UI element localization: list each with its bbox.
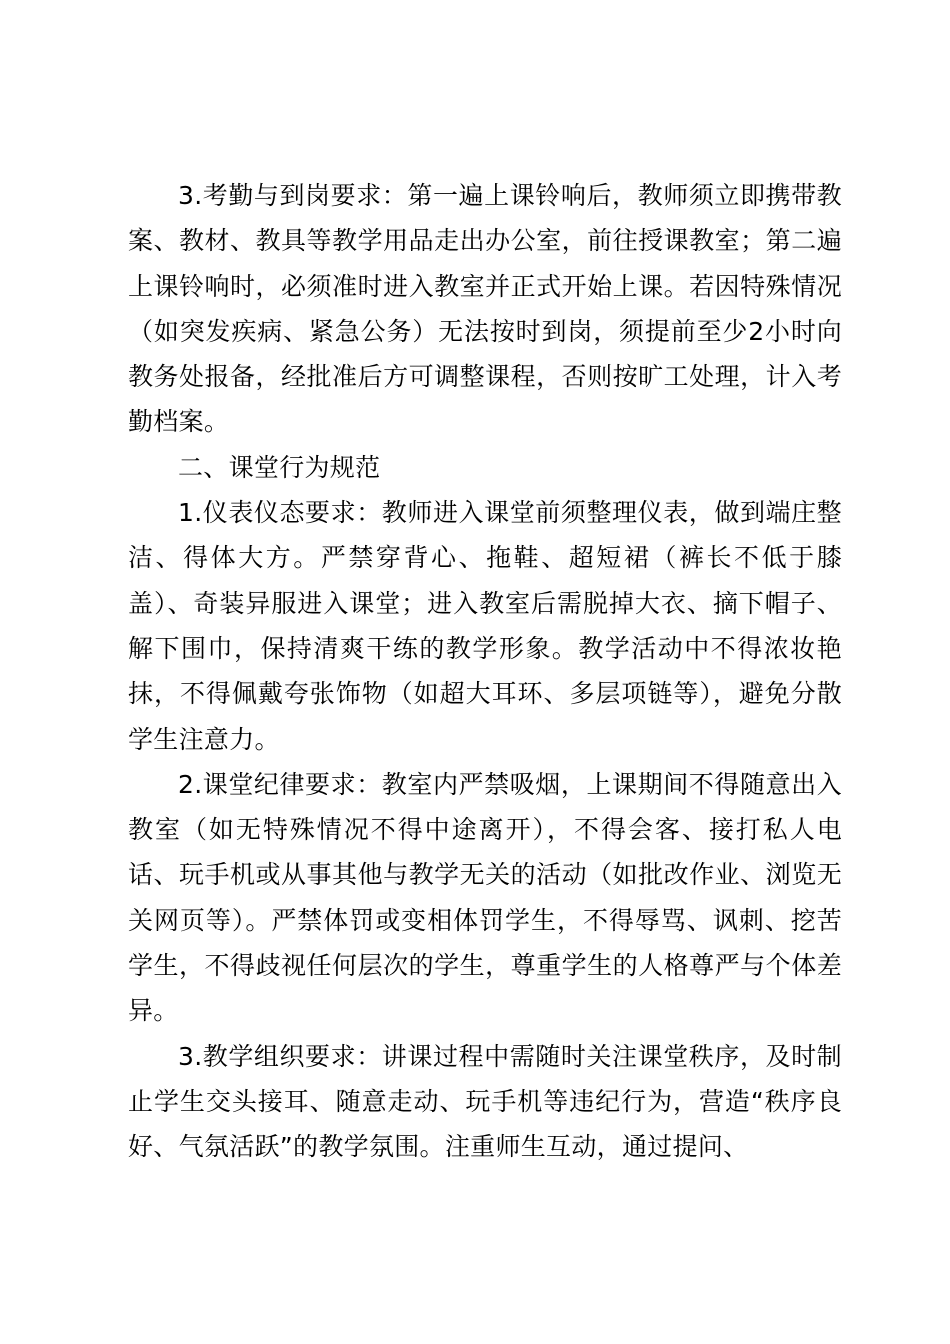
document-body [128, 173, 842, 1170]
paragraph-discipline-requirements: 2.课堂纪律要求：教室内严禁吸烟，上课期间不得随意出入教室（如无特殊情况不得中途离开），不得会客、接打私人电话、玩手机或从事其他与教学无关的活动（如批改作业、浏览无关网页等）。严禁体罚或变相体罚学生，不得辱骂、讽刺、挖苦学生，不得歧视任何层次的学生，尊重学生的人格尊严与个体差异。 [128, 769, 842, 1026]
section-heading-classroom-conduct: 二、课堂行为规范 [178, 452, 381, 482]
paragraph-organization-requirements: 3.教学组织要求：讲课过程中需随时关注课堂秩序，及时制止学生交头接耳、随意走动、玩手机等违纪行为，营造“秩序良好、气氛活跃”的教学氛围。注重师生互动，通过提问、 [128, 1041, 842, 1162]
paragraph-appearance-requirements: 1.仪表仪态要求：教师进入课堂前须整理仪表，做到端庄整洁、得体大方。严禁穿背心、拖鞋、超短裙（裤长不低于膝盖）、奇装异服进入课堂；进入教室后需脱掉大衣、摘下帽子、解下围巾，保持清爽干练的教学形象。教学活动中不得浓妆艳抹，不得佩戴夸张饰物（如超大耳环、多层项链等），避免分散学生注意力。 [128, 498, 842, 754]
paragraph-attendance-requirements: 3.考勤与到岗要求：第一遍上课铃响后，教师须立即携带教案、教材、教具等教学用品走出办公室，前往授课教室；第二遍上课铃响时，必须准时进入教室并正式开始上课。若因特殊情况（如突发疾病、紧急公务）无法按时到岗，须提前至少2小时向教务处报备，经批准后方可调整课程，否则按旷工处理，计入考勤档案。 [128, 181, 842, 437]
